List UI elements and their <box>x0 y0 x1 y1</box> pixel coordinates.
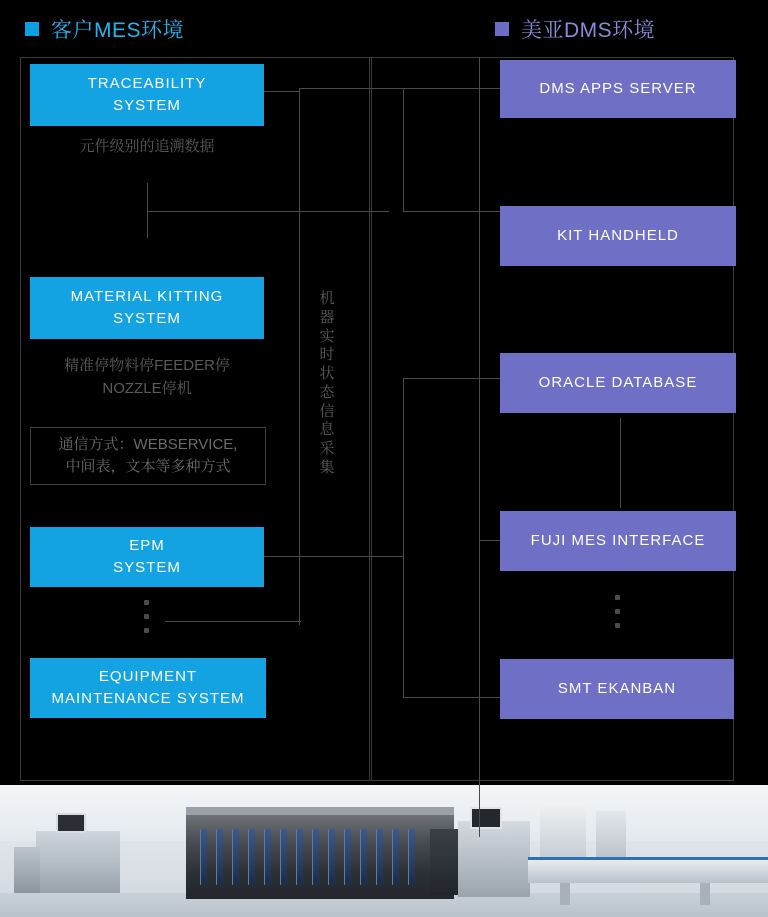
note-kitting-detail: 精准停物料停FEEDER停 NOZZLE停机 <box>64 357 230 397</box>
node-epm-system[interactable] <box>30 527 264 587</box>
photo-right-cabinet <box>458 821 530 897</box>
node-traceability-system[interactable] <box>30 64 264 126</box>
photo-feeder-reel <box>264 829 271 885</box>
photo-feeder-reel <box>280 829 287 885</box>
header-right-label: 美亚DMS环境 <box>521 19 656 42</box>
photo-feeder-reel <box>312 829 319 885</box>
node-kit-handheld-label: KIT HANDHELD <box>557 227 679 245</box>
connector-bus-a-vertical <box>403 88 404 212</box>
note-traceability-data: 元件级别的追溯数据 <box>79 138 215 155</box>
connector-fuji-to-drop <box>479 540 501 541</box>
header-right-dms <box>495 14 655 44</box>
connector-bus-b-vertical <box>403 378 404 698</box>
photo-feeder-reel <box>216 829 223 885</box>
connector-mid-horizontal <box>147 211 389 212</box>
connector-traceability-to-bus <box>299 88 404 89</box>
connector-mid-stub-vertical <box>147 183 148 238</box>
node-dms-apps-server[interactable] <box>500 60 736 118</box>
photo-right-tower-secondary <box>596 811 626 859</box>
connector-to-ekanban <box>403 697 501 698</box>
header-left-mes <box>25 14 184 44</box>
photo-feeder-reel <box>248 829 255 885</box>
photo-conveyor-leg <box>560 883 570 905</box>
photo-conveyor-leg <box>700 883 710 905</box>
node-traceability-label: TRACEABILITY SYSTEM <box>87 75 207 114</box>
node-oracle-database[interactable] <box>500 353 736 413</box>
photo-conveyor <box>528 857 768 883</box>
node-kit-handheld[interactable] <box>500 206 736 266</box>
photo-feeder-reel <box>232 829 239 885</box>
node-material-kitting-system[interactable] <box>30 277 264 339</box>
photo-feeder-reel <box>376 829 383 885</box>
node-fuji-mes-interface-label: FUJI MES INTERFACE <box>530 532 706 550</box>
note-communication-method: 通信方式：WEBSERVICE, 中间表，文本等多种方式 <box>30 427 266 485</box>
node-fuji-mes-interface[interactable] <box>500 511 736 571</box>
connector-drop-to-machine <box>479 57 480 837</box>
connector-left-vertical-bus <box>299 88 300 625</box>
photo-feeder-reel <box>200 829 207 885</box>
connector-oracle-to-fuji <box>620 418 621 508</box>
photo-right-dark-unit <box>430 829 460 895</box>
connector-to-dms-apps <box>403 88 501 89</box>
photo-left-cabinet <box>36 831 120 893</box>
photo-feeder-reel <box>408 829 415 885</box>
connector-to-kit-handheld <box>403 211 501 212</box>
connector-to-oracle <box>403 378 501 379</box>
photo-right-monitor <box>470 807 502 829</box>
header-left-label: 客户MES环境 <box>51 19 185 42</box>
connector-epm-out <box>264 556 404 557</box>
connector-equipment-ellipsis <box>165 621 301 622</box>
node-dms-apps-server-label: DMS APPS SERVER <box>539 80 697 98</box>
photo-feeder-reel <box>392 829 399 885</box>
photo-left-cabinet-side <box>14 847 40 893</box>
note-machine-status-collection: 机器实时状态信息采集 <box>319 290 335 476</box>
photo-left-monitor <box>56 813 86 833</box>
photo-right-tower <box>540 803 586 859</box>
node-equipment-maintenance-system[interactable] <box>30 658 266 718</box>
node-smt-ekanban-label: SMT EKANBAN <box>557 680 677 698</box>
square-marker-purple-icon <box>495 22 509 36</box>
photo-feeder-reel <box>328 829 335 885</box>
node-equipment-maintenance-label: EQUIPMENT MAINTENANCE SYSTEM <box>51 668 245 707</box>
node-smt-ekanban[interactable] <box>500 659 734 719</box>
ellipsis-left <box>144 600 149 642</box>
smt-production-line-photo <box>0 785 768 917</box>
node-oracle-database-label: ORACLE DATABASE <box>538 374 698 392</box>
photo-feeder-reel <box>296 829 303 885</box>
photo-feeder-reel <box>360 829 367 885</box>
ellipsis-right <box>615 595 620 637</box>
node-epm-label: EPM SYSTEM <box>113 537 181 576</box>
square-marker-blue-icon <box>25 22 39 36</box>
connector-traceability-out <box>264 91 300 92</box>
photo-feeder-reel <box>344 829 351 885</box>
node-material-kitting-label: MATERIAL KITTING SYSTEM <box>70 288 224 327</box>
